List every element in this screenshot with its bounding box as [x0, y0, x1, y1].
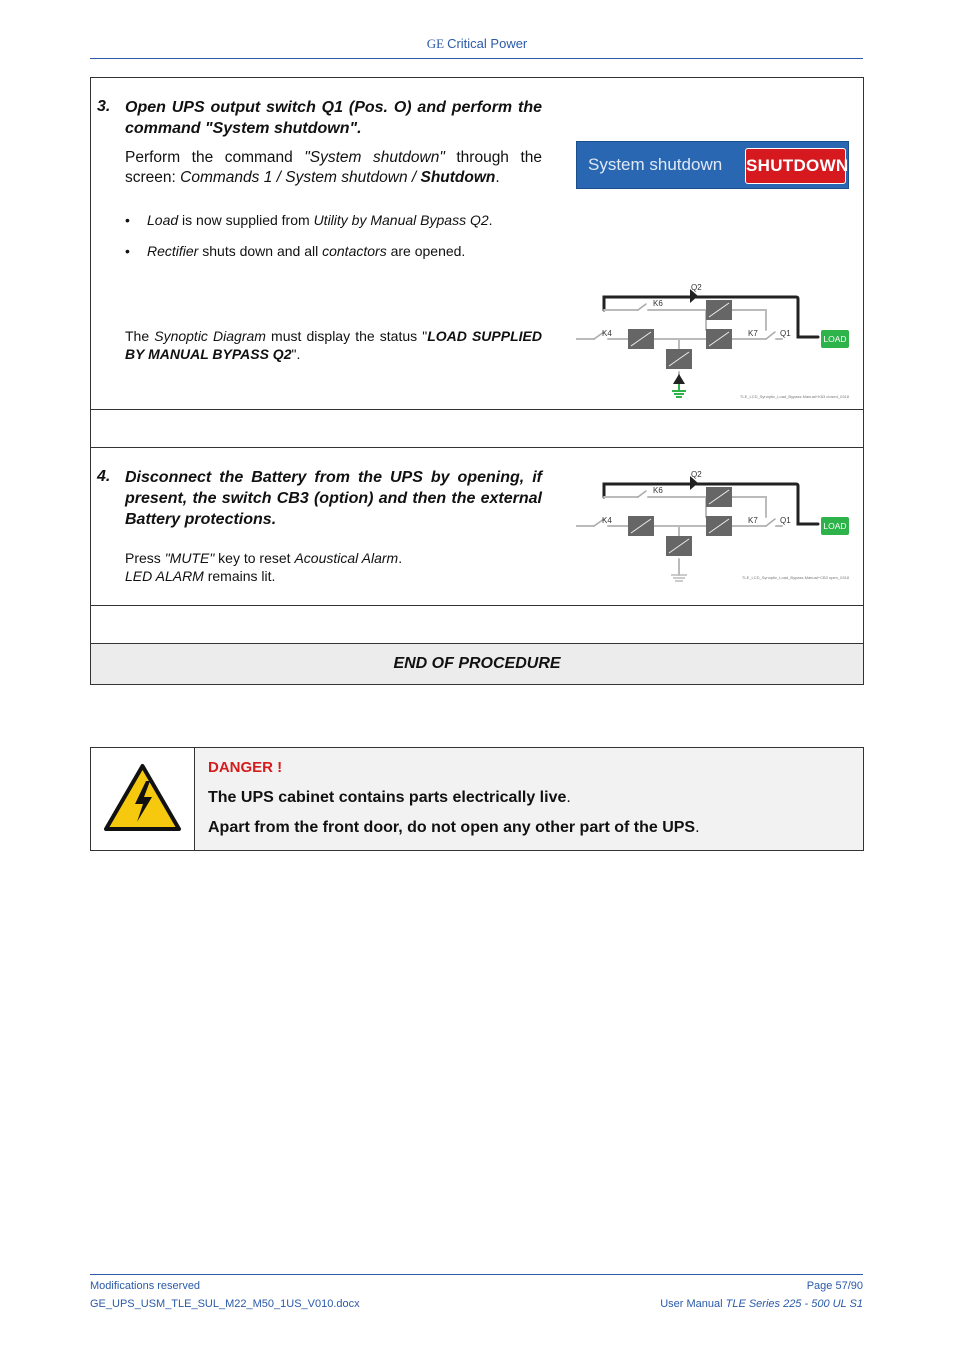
- synoptic-status-note: The Synoptic Diagram must display the status "LOAD SUPPLIED BY MANUAL BYPASS Q2".: [125, 328, 542, 362]
- system-shutdown-screen: [576, 141, 849, 189]
- danger-line-1: The UPS cabinet contains parts electrically live.: [208, 789, 571, 806]
- k4-label: K4: [602, 516, 612, 525]
- header-title: Critical Power: [447, 36, 528, 51]
- led-alarm-note: LED ALARM remains lit.: [125, 568, 276, 584]
- k6-label: K6: [653, 486, 663, 495]
- k7-label: K7: [748, 329, 758, 338]
- spacer-row: [91, 606, 863, 644]
- page-header: [0, 36, 954, 52]
- end-of-procedure: END OF PROCEDURE: [91, 644, 863, 684]
- danger-notice: [90, 747, 864, 851]
- step-number: 4.: [97, 468, 111, 485]
- danger-line-2: Apart from the front door, do not open any other part of the UPS.: [208, 819, 700, 836]
- spacer-row: [91, 410, 863, 448]
- step-3-row: [91, 78, 863, 410]
- k4-label: K4: [602, 329, 612, 338]
- step-number: 3.: [97, 98, 111, 115]
- mute-instruction: Press "MUTE" key to reset Acoustical Alarm.: [125, 550, 403, 566]
- footer-modifications: Modifications reserved: [90, 1280, 201, 1292]
- diagram-caption: TLE_LCD_Synoptic_Load_Bypass Manual+CB3 open_0318: [741, 575, 849, 580]
- load-label: LOAD: [823, 334, 847, 344]
- footer-page-number: Page 57/90: [806, 1280, 863, 1292]
- danger-title: DANGER !: [208, 759, 283, 776]
- shutdown-button[interactable]: SHUTDOWN: [745, 148, 846, 184]
- footer-rule: [90, 1274, 863, 1275]
- diagram-caption: TLE_LCD_Synoptic_Load_Bypass Manual+K83 closed_0318: [739, 394, 849, 399]
- procedure-table: [90, 77, 864, 685]
- footer-manual-title: User Manual TLE Series 225 - 500 UL S1: [660, 1298, 863, 1310]
- footer-filename: GE_UPS_USM_TLE_SUL_M22_M50_1US_V010.docx: [90, 1298, 360, 1310]
- step-4-row: [91, 448, 863, 606]
- q1-label: Q1: [780, 329, 791, 338]
- step-heading: Open UPS output switch Q1 (Pos. O) and perform the command "System shutdown".: [125, 99, 542, 137]
- ge-logo: GE: [426, 36, 445, 51]
- step-heading: Disconnect the Battery from the UPS by opening, if present, the switch CB3 (option) and then the external Battery protections.: [125, 469, 542, 528]
- k6-label: K6: [653, 299, 663, 308]
- synoptic-diagram-battery-open: [576, 465, 851, 585]
- screen-label: System shutdown: [588, 155, 723, 174]
- high-voltage-warning-icon: [91, 748, 194, 850]
- battery-symbol: [672, 374, 686, 397]
- load-label: LOAD: [823, 521, 847, 531]
- bullet-load-supplied: • Load is now supplied from Utility by Manual Bypass Q2.: [125, 212, 493, 228]
- q2-label: Q2: [691, 283, 702, 292]
- q2-label: Q2: [691, 470, 702, 479]
- step-instruction: Perform the command "System shutdown" through the screen: Commands 1 / System shutdown / Shutdown.: [125, 149, 542, 186]
- k7-label: K7: [748, 516, 758, 525]
- q1-label: Q1: [780, 516, 791, 525]
- header-rule: [90, 58, 863, 59]
- danger-icon-cell: [91, 748, 195, 850]
- synoptic-diagram-bypass: [576, 283, 851, 403]
- bullet-rectifier-shutdown: • Rectifier shuts down and all contactors are opened.: [125, 243, 466, 259]
